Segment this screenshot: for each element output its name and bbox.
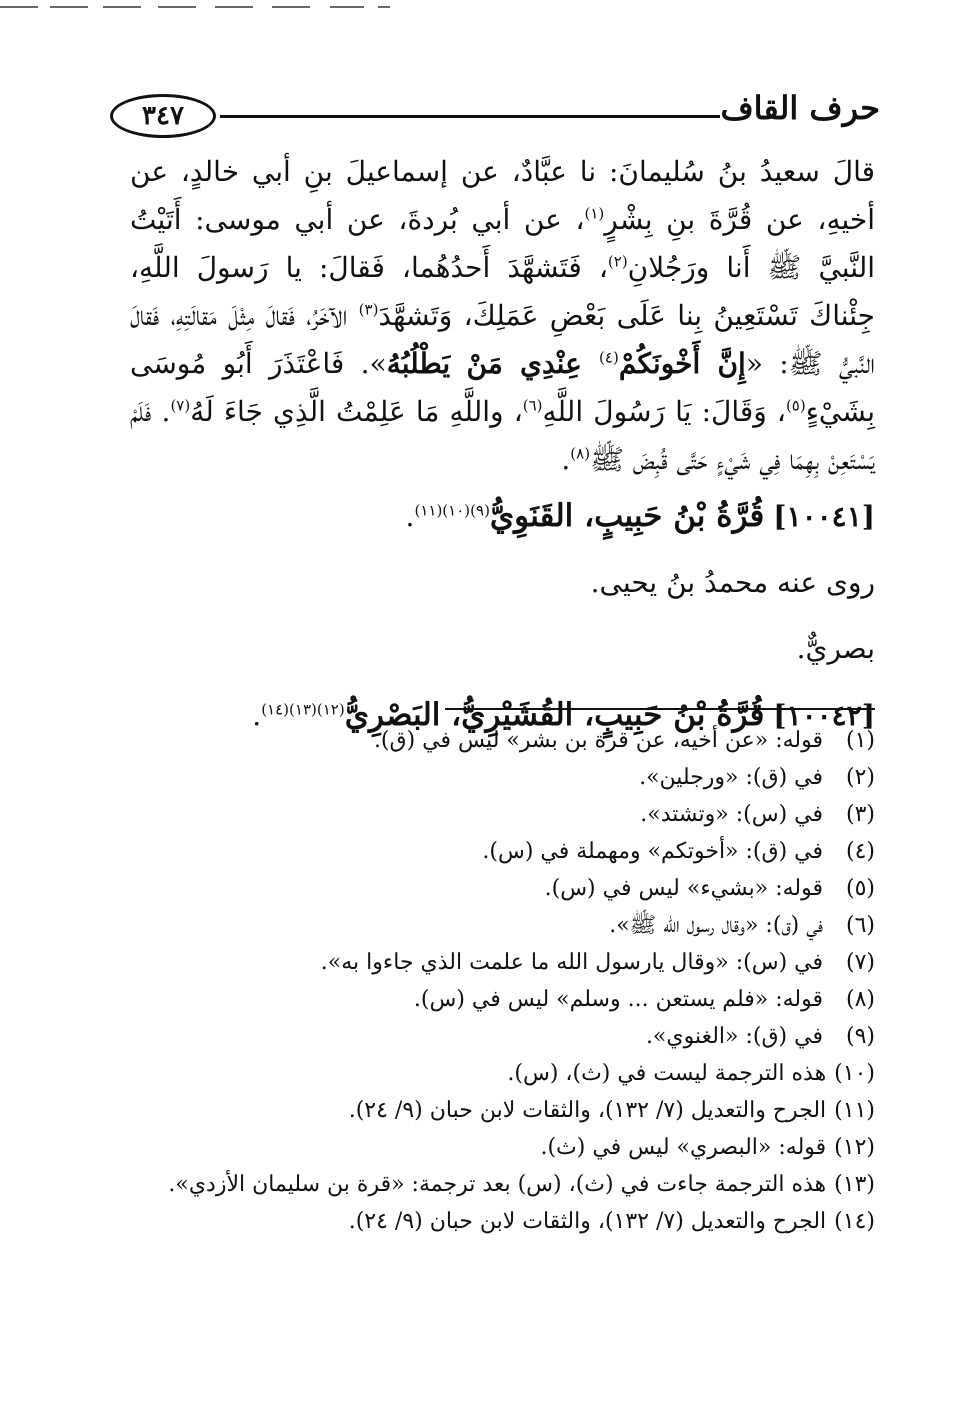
- footnote-number: (١٠): [834, 1061, 875, 1086]
- footnote-ref: (٦): [522, 396, 543, 415]
- text-line: وَتَشهَّدَ: [378, 299, 453, 332]
- entry-end: .: [405, 500, 415, 533]
- footnote-number: (٩): [845, 1024, 875, 1049]
- entry-number: [١٠٠٤١]: [773, 500, 875, 533]
- footnote-ref: (٥): [785, 396, 806, 415]
- text-line: ، عن أبي بُردةَ، عن أبي موسى: أَتَيْتُ النَّبيَّ ﷺ أَنا ورَجُلانِ: [130, 203, 876, 284]
- footnote: [130, 1092, 875, 1129]
- footnote: [130, 1166, 875, 1203]
- entry-name: قُرَّةُ بْنُ حَبِيبٍ، القُشَيْرِيُّ، البَصْرِيُّ: [344, 697, 765, 733]
- footnote-text: في (ق): «وقال رسول الله ﷺ».: [609, 913, 823, 938]
- footnote-number: (٤): [845, 839, 875, 864]
- text-line: ». فَاعْتَذَرَ أَبُو مُوسَى بِشَيْءٍ: [130, 347, 875, 428]
- footnote-ref: (٢): [607, 252, 628, 271]
- footnote-text: قوله: «البصري» ليس في (ث).: [540, 1135, 827, 1160]
- footnote-number: (١): [845, 728, 875, 753]
- footnote: [130, 796, 875, 833]
- footnote-ref: (٤): [599, 348, 619, 367]
- footnote-number: (١٢): [834, 1135, 875, 1160]
- running-header: [110, 88, 880, 138]
- text-line: قُرَّةَ بنِ بِشْرٍ: [604, 203, 753, 236]
- footnote: [130, 907, 875, 944]
- text-line: الَّذِي جَاءَ لَهُ: [190, 395, 326, 428]
- main-text: [130, 148, 875, 740]
- footnote-divider: [445, 708, 875, 710]
- footnote-text: في (ق): «أخوتكم» ومهملة في (س).: [482, 839, 823, 864]
- footnotes: [130, 722, 875, 1240]
- footnote-text: هذه الترجمة جاءت في (ث)، (س) بعد ترجمة: «قرة بن سليمان الأزدي».: [168, 1172, 827, 1197]
- footnote-number: (٧): [845, 950, 875, 975]
- footnote: [130, 1055, 875, 1092]
- footnote-number: (٢): [845, 765, 875, 790]
- footnote: [130, 981, 875, 1018]
- footnote-number: (١٤): [834, 1209, 875, 1234]
- biography-entry: [130, 492, 875, 541]
- footnote: [130, 1018, 875, 1055]
- entry-number: [١٠٠٤٢]: [773, 699, 875, 732]
- footnote-text: في (س): «وتشتد».: [640, 802, 823, 827]
- header-rule: [220, 115, 720, 118]
- footnote-text: الجرح والتعديل (٧/ ١٣٢)، والثقات لابن حبان (٩/ ٢٤).: [348, 1209, 827, 1234]
- footnote-text: هذه الترجمة ليست في (ث)، (س).: [507, 1061, 827, 1086]
- footnote-text: في (ق): «ورجلين».: [639, 765, 823, 790]
- footnote-ref: (٣): [358, 300, 379, 319]
- footnote-number: (٥): [845, 876, 875, 901]
- scan-artifact-dashes: [0, 6, 400, 10]
- footnote-number: (٨): [845, 987, 875, 1012]
- entry-end: .: [252, 699, 262, 732]
- entry-name: قُرَّةُ بْنُ حَبِيبٍ، القَنَوِيُّ: [489, 498, 765, 534]
- text-line: قالَ سعيدُ بنُ سُليمانَ: نا عبَّادٌ، عن إسماعيلَ بنِ أبي خالدٍ، عن أخيهِ، عن: [130, 155, 876, 236]
- text-line: ، وَقَالَ: يَا رَسُولَ اللَّهِ: [542, 395, 786, 428]
- prophetic-speech: عِنْدِي مَنْ: [466, 347, 600, 380]
- footnote-number: (١١): [834, 1098, 875, 1123]
- footnote: [130, 870, 875, 907]
- footnote-number: (١٣): [834, 1172, 875, 1197]
- hadith-paragraph: [130, 148, 875, 484]
- footnote: [130, 759, 875, 796]
- prophetic-speech: يَطْلُبُهُ: [386, 347, 451, 380]
- footnote-ref: (٧): [170, 396, 191, 415]
- footnote-ref: (١٢)(١٣)(١٤): [261, 700, 345, 719]
- footnote-number: (٦): [845, 913, 875, 938]
- footnote-text: قوله: «بشيء» ليس في (س).: [544, 876, 823, 901]
- footnote-ref: (٩)(١٠)(١١): [414, 501, 490, 520]
- footnote: [130, 944, 875, 981]
- footnote-ref: (٨): [570, 444, 591, 463]
- footnote: [130, 1203, 875, 1240]
- prophetic-speech: إِنَّ أَخْونَكُمْ: [618, 347, 746, 380]
- text-line: الآخَرُ، فَقالَ مِثْلَ مَقالَتِهِ، فَقالَ النَّبيُّ ﷺ: «: [130, 299, 875, 380]
- narrator-line: روى عنه محمدُ بنُ يحيى.: [590, 566, 875, 599]
- text-line: . فَلَمْ يَسْتَعِنْ بِهِمَا فِي شَيْءٍ حَتَّى قُبِضَ ﷺ: [130, 395, 875, 476]
- text-line: ،: [598, 251, 608, 284]
- page-number: ٣٤٧: [110, 94, 216, 138]
- text-line: فَتَشهَّدَ أَحدُهُما، فَقالَ: يا رَسولَ اللَّهِ، جِئْناكَ تَسْتَعِينُ بِنا عَلَى بَعْضِ عَمَلِكَ،: [130, 251, 875, 332]
- footnote-text: قوله: «فلم يستعن ... وسلم» ليس في (س).: [413, 987, 823, 1012]
- footnote: [130, 833, 875, 870]
- text-line: .: [561, 443, 571, 476]
- chapter-title: حرف القاف: [720, 89, 880, 127]
- origin-line: بصريٌّ.: [796, 632, 875, 665]
- footnote-ref: (١): [584, 204, 605, 223]
- text-line: ، واللَّهِ مَا عَلِمْتُ: [336, 395, 523, 428]
- footnote: [130, 1129, 875, 1166]
- footnote-text: قوله: «عن أخيه، عن قرة بن بشر» ليس في (ق).: [373, 728, 823, 753]
- footnote-text: في (ق): «الغنوي».: [645, 1024, 823, 1049]
- footnote-number: (٣): [845, 802, 875, 827]
- footnote: [130, 722, 875, 759]
- footnote-text: الجرح والتعديل (٧/ ١٣٢)، والثقات لابن حبان (٩/ ٢٤).: [348, 1098, 827, 1123]
- footnote-text: في (س): «وقال يارسول الله ما علمت الذي جاءوا به».: [320, 950, 823, 975]
